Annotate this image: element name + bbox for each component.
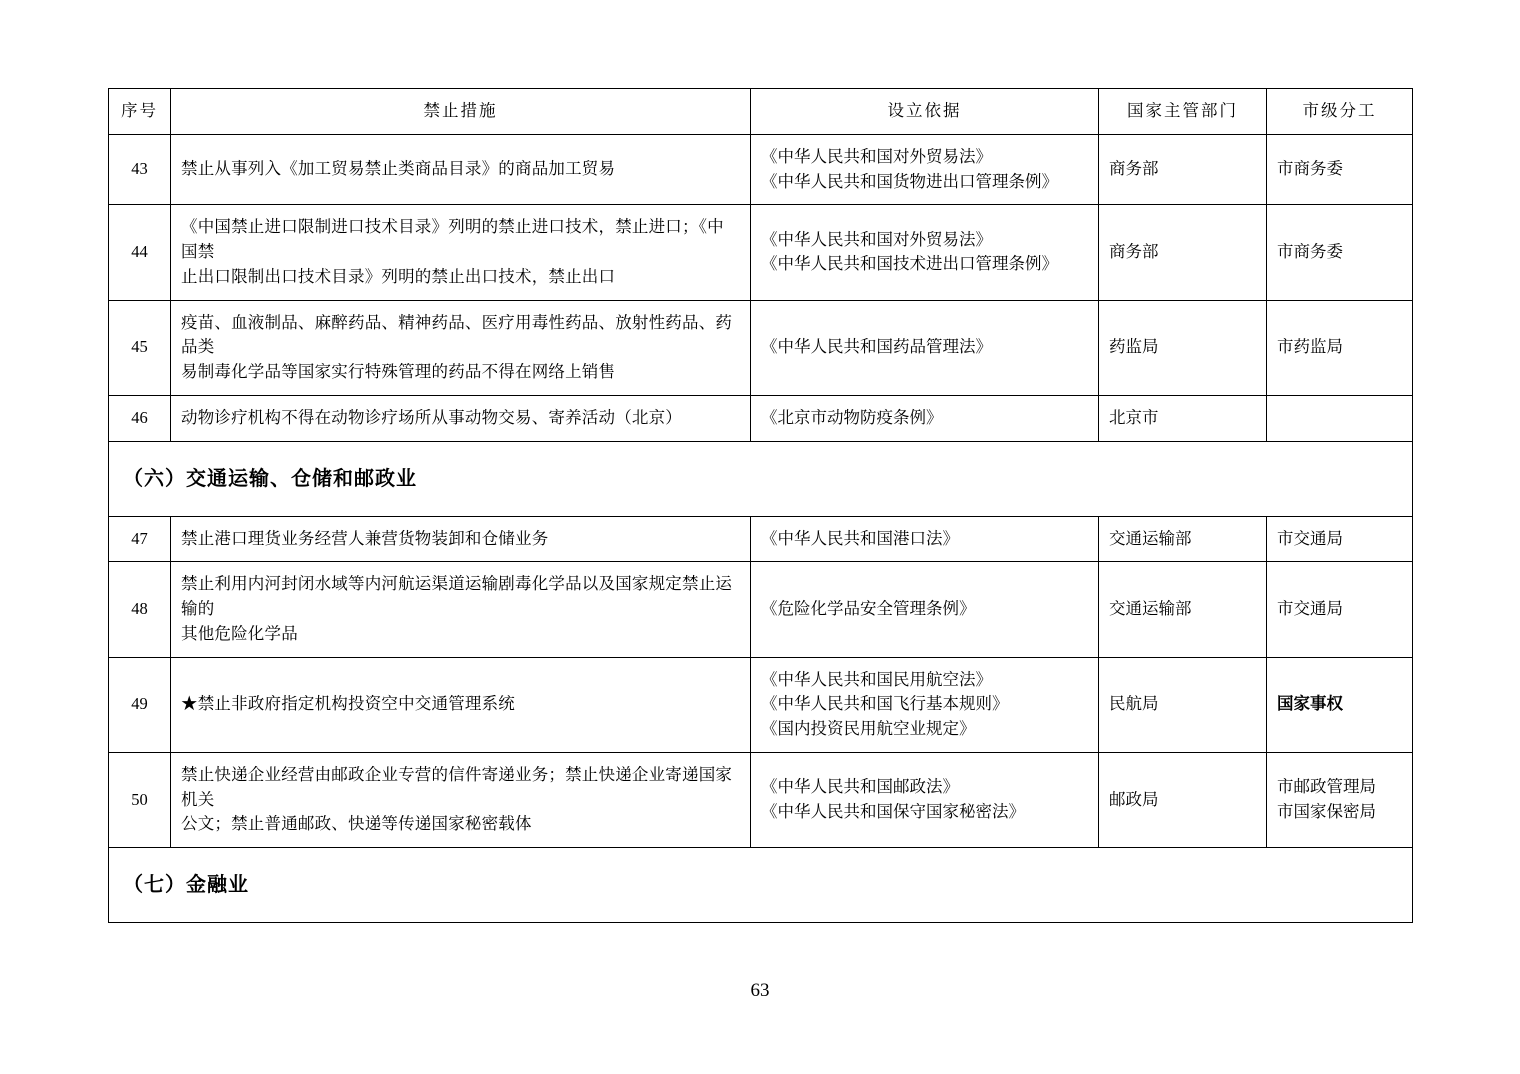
basis-line: 《中华人民共和国保守国家秘密法》 — [761, 801, 1025, 821]
measure-line: 其他危险化学品 — [181, 623, 298, 643]
cell-department: 药监局 — [1099, 300, 1267, 395]
cell-city-division — [1267, 395, 1413, 441]
column-header-measure: 禁止措施 — [171, 89, 751, 135]
measure-line: 动物诊疗机构不得在动物诊疗场所从事动物交易、寄养活动（北京） — [181, 407, 682, 427]
cell-basis — [751, 205, 1099, 300]
cell-measure — [171, 205, 751, 300]
basis-line: 《中华人民共和国货物进出口管理条例》 — [761, 171, 1058, 191]
cell-department: 邮政局 — [1099, 752, 1267, 847]
basis-line: 《北京市动物防疫条例》 — [761, 407, 943, 427]
cell-department: 交通运输部 — [1099, 562, 1267, 657]
cell-city-division: 市药监局 — [1267, 300, 1413, 395]
column-header-department: 国家主管部门 — [1099, 89, 1267, 135]
basis-line: 《中华人民共和国港口法》 — [761, 528, 959, 548]
cell-city-division: 市交通局 — [1267, 516, 1413, 562]
table-body — [109, 134, 1413, 922]
column-header-city-division: 市级分工 — [1267, 89, 1413, 135]
cell-index: 47 — [109, 516, 171, 562]
cell-index: 44 — [109, 205, 171, 300]
cell-measure — [171, 562, 751, 657]
measure-line: 易制毒化学品等国家实行特殊管理的药品不得在网络上销售 — [181, 362, 616, 381]
measure-line: ★禁止非政府指定机构投资空中交通管理系统 — [181, 694, 515, 714]
table-row — [109, 752, 1413, 847]
cell-index: 43 — [109, 134, 171, 205]
page-number: 63 — [750, 980, 770, 1001]
measure-line: 公文；禁止普通邮政、快递等传递国家秘密载体 — [181, 814, 532, 834]
table-header — [109, 89, 1413, 135]
table-section-row — [109, 848, 1413, 923]
table-row — [109, 516, 1413, 562]
basis-line: 《中华人民共和国对外贸易法》 — [761, 229, 992, 249]
measure-line: 禁止快递企业经营由邮政企业专营的信件寄递业务；禁止快递企业寄递国家机关 — [181, 764, 733, 809]
prohibition-measures-table — [108, 88, 1413, 923]
cell-basis — [751, 300, 1099, 395]
section-title: （六）交通运输、仓储和邮政业 — [109, 441, 1413, 516]
measure-line: 疫苗、血液制品、麻醉药品、精神药品、医疗用毒性药品、放射性药品、药品类 — [181, 312, 733, 357]
cell-index: 45 — [109, 300, 171, 395]
measure-line: 止出口限制出口技术目录》列明的禁止出口技术，禁止出口 — [181, 266, 616, 286]
cell-measure — [171, 516, 751, 562]
section-title: （七）金融业 — [109, 848, 1413, 923]
measure-line: 禁止利用内河封闭水域等内河航运渠道运输剧毒化学品以及国家规定禁止运输的 — [181, 574, 733, 618]
cell-basis — [751, 395, 1099, 441]
cell-measure — [171, 752, 751, 847]
cell-city-division: 市商务委 — [1267, 134, 1413, 205]
column-header-index: 序号 — [109, 89, 171, 135]
cell-city-division: 国家事权 — [1267, 657, 1413, 752]
table-row — [109, 300, 1413, 395]
cell-department: 交通运输部 — [1099, 516, 1267, 562]
measure-line: 《中国禁止进口限制进口技术目录》列明的禁止进口技术，禁止进口；《中国禁 — [181, 217, 724, 261]
table-row — [109, 657, 1413, 752]
cell-index: 49 — [109, 657, 171, 752]
table-header-row — [109, 89, 1413, 135]
cell-basis — [751, 134, 1099, 205]
cell-basis — [751, 516, 1099, 562]
column-header-basis: 设立依据 — [751, 89, 1099, 135]
cell-index: 48 — [109, 562, 171, 657]
cell-basis — [751, 657, 1099, 752]
cell-measure — [171, 134, 751, 205]
table-row — [109, 395, 1413, 441]
cell-department: 北京市 — [1099, 395, 1267, 441]
table-section-row — [109, 441, 1413, 516]
table-row — [109, 134, 1413, 205]
basis-line: 《国内投资民用航空业规定》 — [761, 719, 976, 738]
cell-basis — [751, 752, 1099, 847]
city-division-line: 市国家保密局 — [1277, 801, 1376, 821]
cell-city-division — [1267, 752, 1413, 847]
basis-line: 《中华人民共和国药品管理法》 — [761, 337, 992, 357]
cell-index: 50 — [109, 752, 171, 847]
measure-line: 禁止港口理货业务经营人兼营货物装卸和仓储业务 — [181, 528, 549, 548]
table-row — [109, 562, 1413, 657]
cell-index: 46 — [109, 395, 171, 441]
cell-department: 商务部 — [1099, 205, 1267, 300]
cell-measure — [171, 395, 751, 441]
cell-measure — [171, 300, 751, 395]
cell-department: 商务部 — [1099, 134, 1267, 205]
basis-line: 《中华人民共和国民用航空法》 — [761, 669, 992, 689]
cell-city-division: 市商务委 — [1267, 205, 1413, 300]
cell-basis — [751, 562, 1099, 657]
basis-line: 《中华人民共和国对外贸易法》 — [761, 146, 992, 166]
basis-line: 《中华人民共和国飞行基本规则》 — [761, 694, 1009, 714]
cell-department: 民航局 — [1099, 657, 1267, 752]
cell-measure — [171, 657, 751, 752]
basis-line: 《中华人民共和国技术进出口管理条例》 — [761, 254, 1058, 274]
basis-line: 《中华人民共和国邮政法》 — [761, 777, 959, 797]
table-row — [109, 205, 1413, 300]
city-division-line: 市邮政管理局 — [1277, 777, 1376, 797]
cell-city-division: 市交通局 — [1267, 562, 1413, 657]
measure-line: 禁止从事列入《加工贸易禁止类商品目录》的商品加工贸易 — [181, 159, 616, 179]
basis-line: 《危险化学品安全管理条例》 — [761, 599, 976, 618]
